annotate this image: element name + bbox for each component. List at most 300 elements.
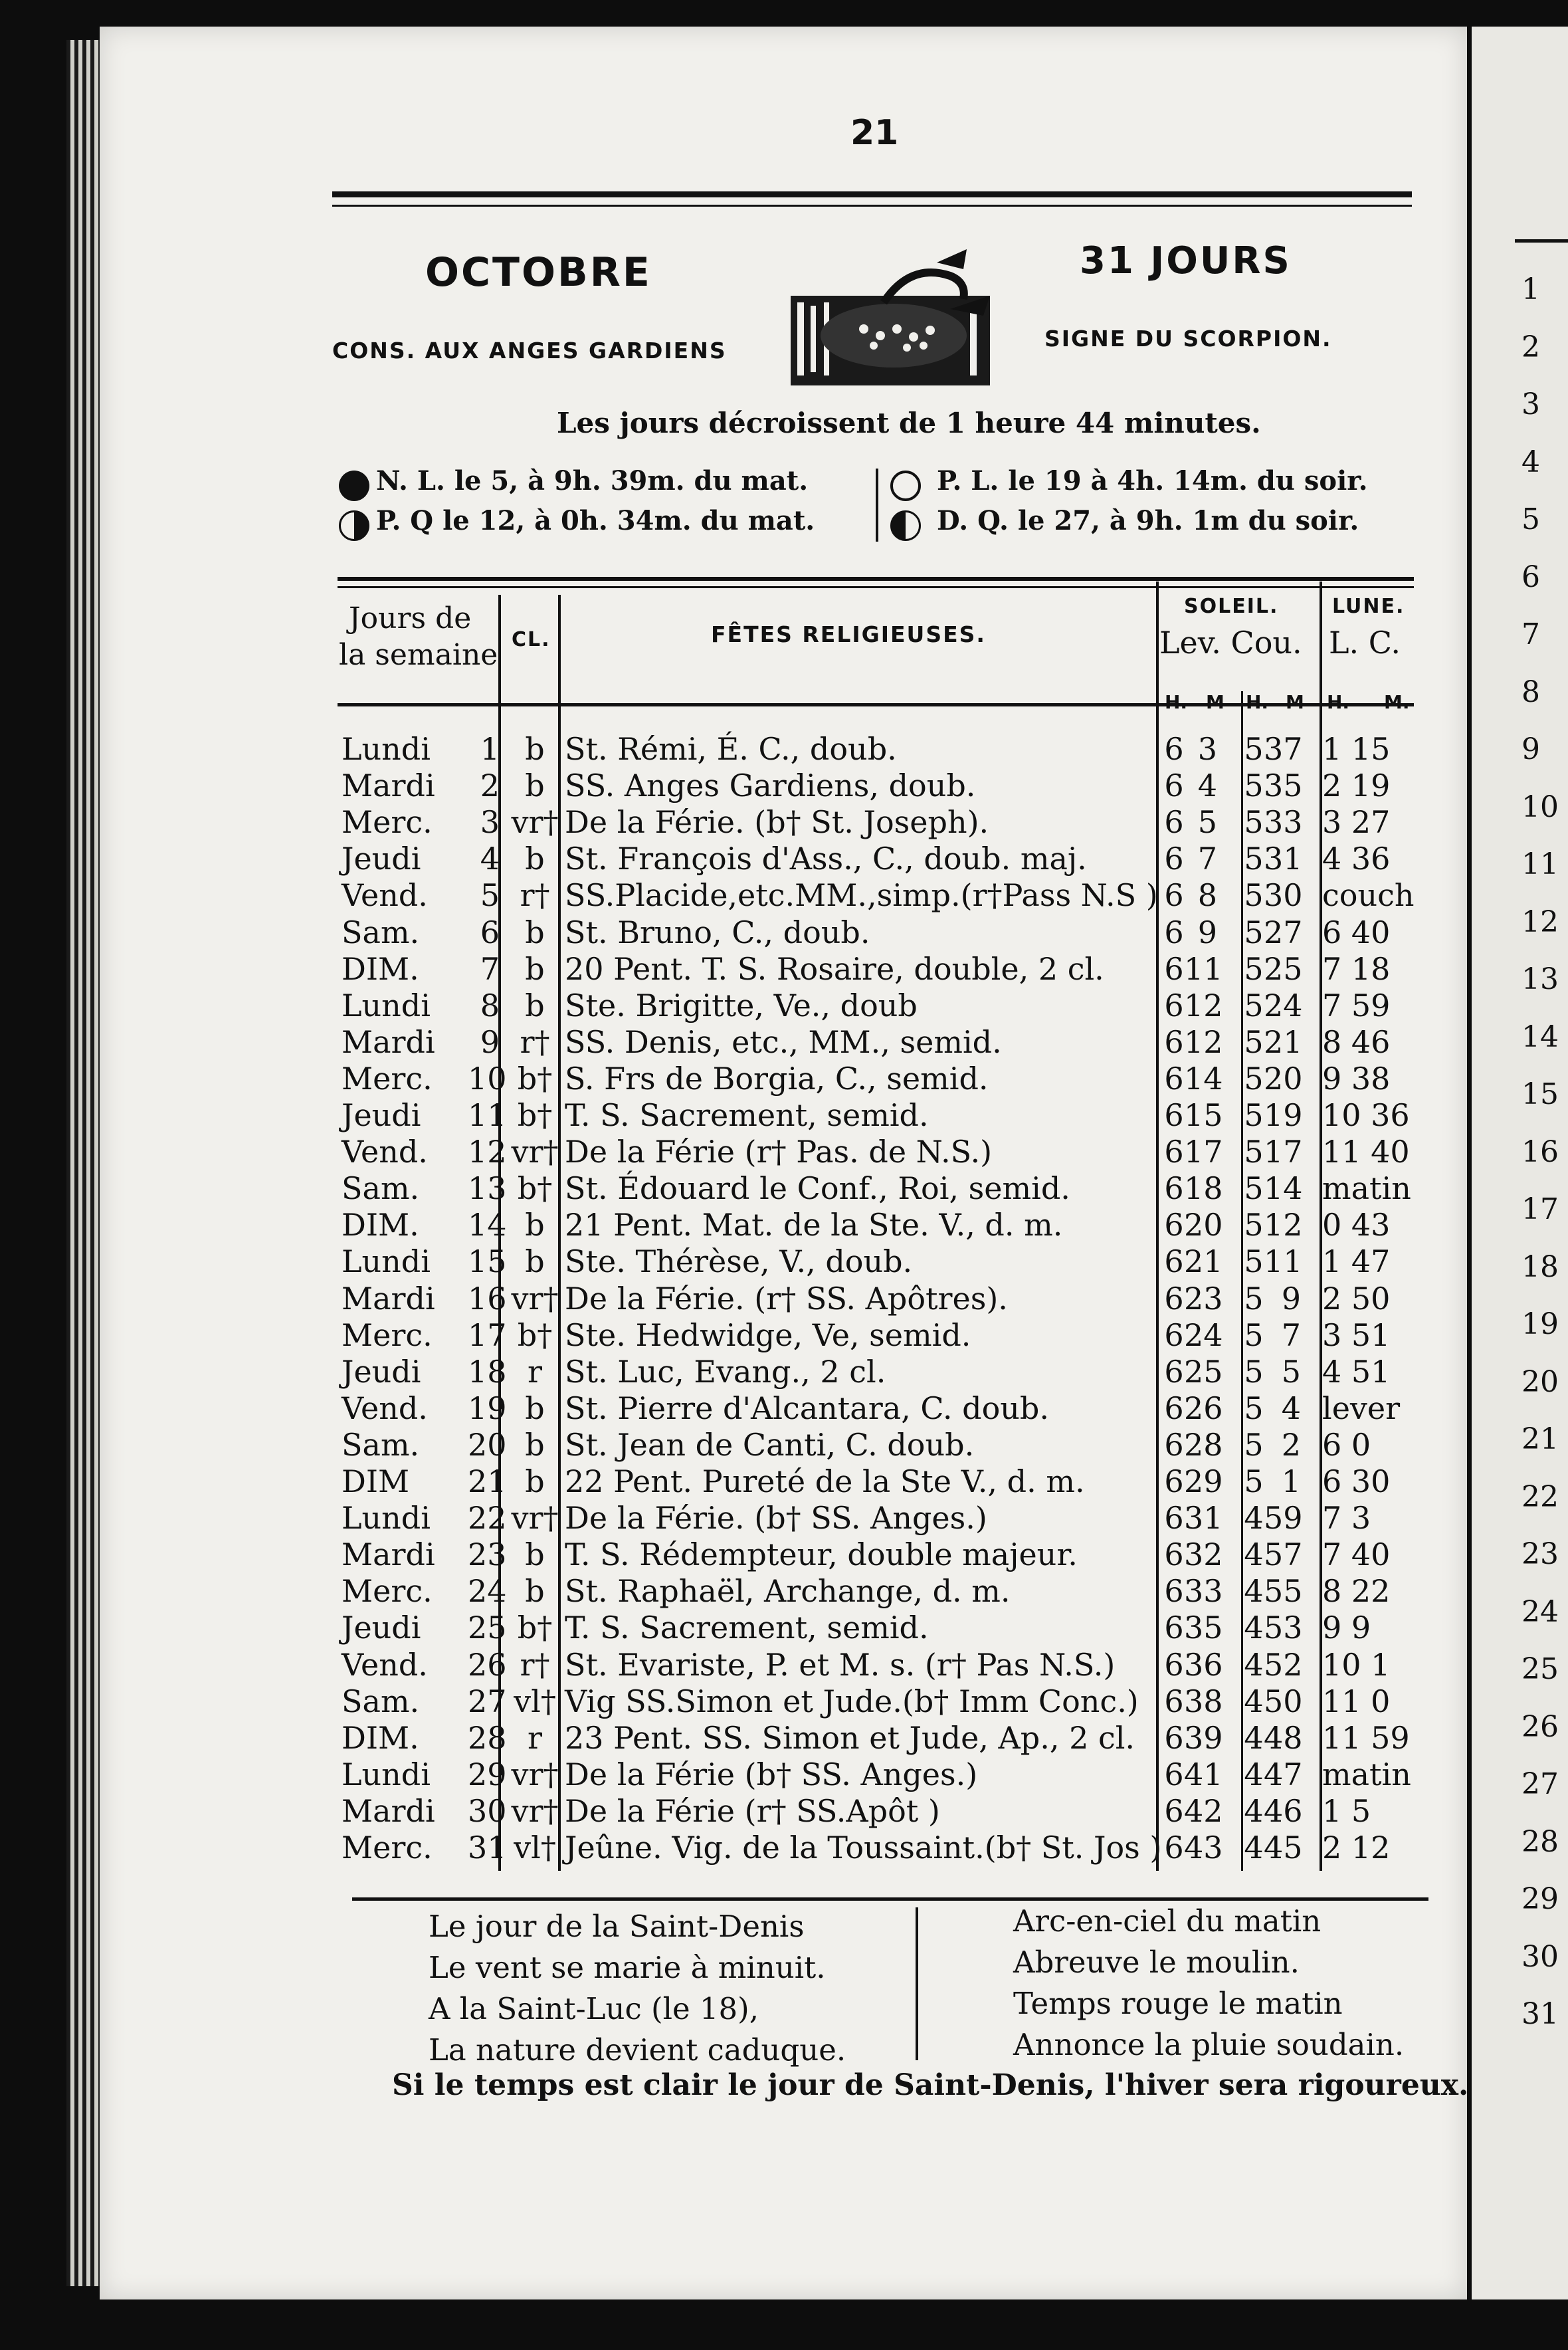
feast-name: St. Jean de Canti, C. doub. bbox=[565, 1426, 975, 1463]
weekday: Vend. bbox=[342, 1646, 428, 1683]
sunset-hour: 5 bbox=[1244, 841, 1264, 877]
liturgical-class: b bbox=[525, 1243, 545, 1280]
weekday: DIM. bbox=[342, 1719, 419, 1756]
table-row bbox=[0, 1097, 1462, 1134]
next-page-day-number: 29 bbox=[1521, 1882, 1559, 1916]
hm-labels: H. M H. M H. M. bbox=[1165, 691, 1410, 713]
sunrise-hour: 6 bbox=[1164, 1426, 1184, 1463]
moon-nl: N. L. le 5, à 9h. 39m. du mat. bbox=[376, 465, 809, 496]
feast-name: 21 Pent. Mat. de la Ste. V., d. m. bbox=[565, 1207, 1063, 1243]
sunrise-minute: 35 bbox=[1184, 1610, 1223, 1646]
table-top-rule-thin bbox=[338, 586, 1414, 588]
sunrise-minute: 15 bbox=[1184, 1097, 1223, 1133]
weekday: Merc. bbox=[342, 1830, 433, 1866]
sunrise-hour: 6 bbox=[1164, 1134, 1184, 1170]
liturgical-class: b bbox=[525, 1426, 545, 1463]
header-jours-2: la semaine bbox=[339, 638, 498, 672]
sunset-minute: 27 bbox=[1264, 914, 1303, 950]
feast-name: SS.Placide,etc.MM.,simp.(r†Pass N.S ) bbox=[565, 877, 1158, 914]
sunset-hour: 4 bbox=[1244, 1830, 1264, 1866]
feast-name: Jeûne. Vig. de la Toussaint.(b† St. Jos ) bbox=[565, 1830, 1162, 1866]
next-page-day-number: 7 bbox=[1521, 617, 1540, 651]
moon-divider bbox=[876, 469, 878, 542]
next-page-day-number: 13 bbox=[1521, 962, 1559, 996]
liturgical-class: b bbox=[525, 987, 545, 1023]
top-rule-thin bbox=[332, 205, 1412, 207]
sunset-hour: 5 bbox=[1244, 1353, 1264, 1390]
day-number: 24 bbox=[468, 1573, 507, 1610]
weekday: DIM. bbox=[342, 950, 419, 987]
day-number: 11 bbox=[468, 1097, 507, 1133]
liturgical-class: b bbox=[525, 1573, 545, 1610]
sunset-hour: 5 bbox=[1244, 1134, 1264, 1170]
sunrise-minute: 39 bbox=[1184, 1719, 1223, 1756]
sunset-minute: 25 bbox=[1264, 950, 1303, 987]
moon-time: 10 1 bbox=[1322, 1646, 1391, 1683]
table-row bbox=[0, 1390, 1462, 1427]
sunset-minute: 24 bbox=[1264, 987, 1303, 1023]
header-lune: LUNE. bbox=[1332, 595, 1405, 618]
moon-pl: P. L. le 19 à 4h. 14m. du soir. bbox=[937, 465, 1368, 496]
moon-time: 7 40 bbox=[1322, 1537, 1391, 1573]
weekday: Vend. bbox=[342, 877, 428, 914]
day-number: 5 bbox=[480, 877, 500, 914]
feast-name: Ste. Thérèse, V., doub. bbox=[565, 1243, 913, 1280]
sunset-minute: 33 bbox=[1264, 804, 1303, 841]
sunset-hour: 5 bbox=[1244, 1207, 1264, 1243]
moon-time: 2 19 bbox=[1322, 768, 1391, 804]
sunrise-hour: 6 bbox=[1164, 1792, 1184, 1829]
sunset-minute: 53 bbox=[1264, 1610, 1303, 1646]
moon-time: 10 36 bbox=[1322, 1097, 1410, 1133]
moon-time: 4 36 bbox=[1322, 841, 1391, 877]
table-row bbox=[0, 1354, 1462, 1390]
moon-dq: D. Q. le 27, à 9h. 1m du soir. bbox=[937, 505, 1359, 536]
proverb-left-line: La nature devient caduque. bbox=[429, 2032, 846, 2068]
sunrise-hour: 6 bbox=[1164, 1390, 1184, 1426]
weekday: Mardi bbox=[342, 1023, 435, 1060]
table-row bbox=[0, 1281, 1462, 1317]
moon-time: 11 59 bbox=[1322, 1719, 1410, 1756]
sunset-hour: 4 bbox=[1244, 1646, 1264, 1683]
weekday: Sam. bbox=[342, 1426, 420, 1463]
feast-name: St. Pierre d'Alcantara, C. doub. bbox=[565, 1390, 1049, 1426]
day-number: 31 bbox=[468, 1830, 507, 1866]
sunrise-hour: 6 bbox=[1164, 1830, 1184, 1866]
sunrise-minute: 31 bbox=[1184, 1500, 1223, 1537]
sunrise-hour: 6 bbox=[1164, 1317, 1184, 1353]
day-number: 10 bbox=[468, 1060, 507, 1097]
day-number: 27 bbox=[468, 1683, 507, 1719]
sunset-minute: 57 bbox=[1264, 1537, 1303, 1573]
days-count: 31 JOURS bbox=[1080, 239, 1292, 282]
day-number: 19 bbox=[468, 1390, 507, 1426]
proverb-divider bbox=[916, 1907, 918, 2060]
day-number: 12 bbox=[468, 1134, 507, 1170]
feast-name: 22 Pent. Pureté de la Ste V., d. m. bbox=[565, 1463, 1085, 1499]
sunset-minute: 59 bbox=[1264, 1500, 1303, 1537]
next-page-day-number: 28 bbox=[1521, 1824, 1559, 1859]
day-number: 2 bbox=[480, 768, 500, 804]
liturgical-class: b bbox=[525, 1207, 545, 1243]
sunset-minute: 9 bbox=[1281, 1280, 1301, 1317]
sunset-minute: 52 bbox=[1264, 1646, 1303, 1683]
sunrise-minute: 26 bbox=[1184, 1390, 1223, 1426]
consecration: CONS. AUX ANGES GARDIENS bbox=[332, 338, 727, 364]
table-row bbox=[0, 914, 1462, 951]
next-page-day-number: 26 bbox=[1521, 1709, 1559, 1744]
sunrise-minute: 14 bbox=[1184, 1060, 1223, 1097]
last-quarter-icon bbox=[890, 510, 921, 541]
next-page-day-number: 10 bbox=[1521, 790, 1559, 824]
liturgical-class: b bbox=[525, 731, 545, 767]
proverb-right-line: Arc-en-ciel du matin bbox=[1013, 1903, 1322, 1939]
weekday: Mardi bbox=[342, 1280, 435, 1317]
day-number: 25 bbox=[468, 1610, 507, 1646]
weekday: Vend. bbox=[342, 1134, 428, 1170]
next-page-rule bbox=[1515, 239, 1568, 243]
day-number: 20 bbox=[468, 1426, 507, 1463]
liturgical-class: vr† bbox=[511, 1756, 559, 1792]
feast-name: De la Férie (r† Pas. de N.S.) bbox=[565, 1134, 993, 1170]
sunset-hour: 5 bbox=[1244, 1463, 1264, 1499]
table-row bbox=[0, 1720, 1462, 1757]
liturgical-class: b bbox=[525, 1537, 545, 1573]
moon-time: 9 9 bbox=[1322, 1610, 1371, 1646]
day-number: 28 bbox=[468, 1719, 507, 1756]
header-soleil-sub: Lev. Cou. bbox=[1159, 625, 1302, 661]
sunset-hour: 5 bbox=[1244, 1280, 1264, 1317]
moon-time: 7 59 bbox=[1322, 987, 1391, 1023]
day-number: 18 bbox=[468, 1353, 507, 1390]
day-number: 13 bbox=[468, 1170, 507, 1207]
liturgical-class: r† bbox=[520, 1646, 550, 1683]
sunrise-hour: 6 bbox=[1164, 877, 1184, 914]
sunset-minute: 4 bbox=[1281, 1390, 1301, 1426]
moon-time: matin bbox=[1322, 1756, 1411, 1792]
weekday: Jeudi bbox=[342, 1353, 421, 1390]
next-page-day-number: 22 bbox=[1521, 1479, 1559, 1514]
liturgical-class: r† bbox=[520, 1023, 550, 1060]
sunrise-hour: 6 bbox=[1164, 1097, 1184, 1133]
moon-time: matin bbox=[1322, 1170, 1411, 1207]
moon-time: 6 40 bbox=[1322, 914, 1391, 950]
liturgical-class: b bbox=[525, 914, 545, 950]
sunset-minute: 46 bbox=[1264, 1792, 1303, 1829]
feast-name: T. S. Sacrement, semid. bbox=[565, 1610, 929, 1646]
table-row bbox=[0, 1757, 1462, 1793]
table-row bbox=[0, 1537, 1462, 1573]
table-row bbox=[0, 768, 1462, 804]
weekday: Lundi bbox=[342, 1243, 431, 1280]
proverb-left-line: Le vent se marie à minuit. bbox=[429, 1950, 826, 1985]
sunrise-minute: 21 bbox=[1184, 1243, 1223, 1280]
sunset-hour: 5 bbox=[1244, 1317, 1264, 1353]
day-number: 4 bbox=[480, 841, 500, 877]
sunset-hour: 5 bbox=[1244, 731, 1264, 767]
table-row bbox=[0, 1500, 1462, 1537]
sunrise-hour: 6 bbox=[1164, 914, 1184, 950]
sunset-hour: 5 bbox=[1244, 1170, 1264, 1207]
scorpion-icon bbox=[784, 236, 1003, 389]
sunrise-hour: 6 bbox=[1164, 1463, 1184, 1499]
header-jours-1: Jours de bbox=[349, 601, 472, 635]
feast-name: SS. Denis, etc., MM., semid. bbox=[565, 1023, 1002, 1060]
sunset-minute: 7 bbox=[1281, 1317, 1301, 1353]
moon-phases bbox=[339, 465, 1415, 552]
sunrise-minute: 11 bbox=[1184, 950, 1223, 987]
sunrise-minute: 41 bbox=[1184, 1756, 1223, 1792]
moon-time: 3 51 bbox=[1322, 1317, 1391, 1353]
next-page-day-number: 21 bbox=[1521, 1422, 1559, 1456]
proverb-left-line: A la Saint-Luc (le 18), bbox=[429, 1991, 759, 2026]
sunrise-minute: 24 bbox=[1184, 1317, 1223, 1353]
moon-time: couch bbox=[1322, 877, 1415, 914]
sunrise-hour: 6 bbox=[1164, 987, 1184, 1023]
sunset-minute: 11 bbox=[1264, 1243, 1303, 1280]
sunrise-minute: 23 bbox=[1184, 1280, 1223, 1317]
sunrise-hour: 6 bbox=[1164, 1023, 1184, 1060]
feast-name: St. Raphaël, Archange, d. m. bbox=[565, 1573, 1011, 1610]
proverb-right-line: Annonce la pluie soudain. bbox=[1013, 2027, 1405, 2062]
liturgical-class: b bbox=[525, 1390, 545, 1426]
table-row bbox=[0, 1573, 1462, 1610]
next-page-day-number: 30 bbox=[1521, 1939, 1559, 1974]
next-page-day-number: 19 bbox=[1521, 1307, 1559, 1341]
sunset-hour: 4 bbox=[1244, 1500, 1264, 1537]
first-quarter-icon bbox=[339, 510, 369, 541]
table-row bbox=[0, 1024, 1462, 1061]
sunset-hour: 5 bbox=[1244, 914, 1264, 950]
feast-name: St. Bruno, C., doub. bbox=[565, 914, 870, 950]
sunset-hour: 4 bbox=[1244, 1756, 1264, 1792]
liturgical-class: vr† bbox=[511, 1500, 559, 1537]
sunrise-minute: 28 bbox=[1184, 1426, 1223, 1463]
feast-name: Vig SS.Simon et Jude.(b† Imm Conc.) bbox=[565, 1683, 1139, 1719]
sunrise-minute: 20 bbox=[1184, 1207, 1223, 1243]
weekday: Merc. bbox=[342, 804, 433, 841]
proverb-left bbox=[429, 1906, 846, 2071]
sunrise-hour: 6 bbox=[1164, 768, 1184, 804]
moon-time: 0 43 bbox=[1322, 1207, 1391, 1243]
sunset-hour: 5 bbox=[1244, 768, 1264, 804]
weekday: Vend. bbox=[342, 1390, 428, 1426]
liturgical-class: b bbox=[525, 1463, 545, 1499]
weekday: Merc. bbox=[342, 1573, 433, 1610]
feast-name: S. Frs de Borgia, C., semid. bbox=[565, 1060, 989, 1097]
weekday: Mardi bbox=[342, 768, 435, 804]
feast-name: SS. Anges Gardiens, doub. bbox=[565, 768, 976, 804]
sunrise-hour: 6 bbox=[1164, 1573, 1184, 1610]
liturgical-class: b† bbox=[517, 1610, 553, 1646]
next-page-day-number: 20 bbox=[1521, 1364, 1559, 1399]
sunset-hour: 4 bbox=[1244, 1573, 1264, 1610]
table-row bbox=[0, 804, 1462, 841]
proverb-right-line: Abreuve le moulin. bbox=[1013, 1945, 1300, 1980]
feast-name: T. S. Rédempteur, double majeur. bbox=[565, 1537, 1078, 1573]
day-number: 9 bbox=[480, 1023, 500, 1060]
moon-time: lever bbox=[1322, 1390, 1401, 1426]
sunset-minute: 17 bbox=[1264, 1134, 1303, 1170]
sunrise-minute: 29 bbox=[1184, 1463, 1223, 1499]
liturgical-class: vr† bbox=[511, 1792, 559, 1829]
day-number: 7 bbox=[480, 950, 500, 987]
full-moon-icon bbox=[890, 471, 921, 501]
sunset-hour: 5 bbox=[1244, 1390, 1264, 1426]
next-page-day-number: 17 bbox=[1521, 1192, 1559, 1226]
day-number: 17 bbox=[468, 1317, 507, 1353]
sunrise-hour: 6 bbox=[1164, 804, 1184, 841]
feast-name: De la Férie. (b† SS. Anges.) bbox=[565, 1500, 987, 1537]
table-row bbox=[0, 1207, 1462, 1243]
moon-time: 1 5 bbox=[1322, 1792, 1371, 1829]
weekday: Lundi bbox=[342, 1500, 431, 1537]
moon-time: 3 27 bbox=[1322, 804, 1391, 841]
feast-name: 20 Pent. T. S. Rosaire, double, 2 cl. bbox=[565, 950, 1104, 987]
sunset-hour: 4 bbox=[1244, 1683, 1264, 1719]
next-page-day-number: 3 bbox=[1521, 387, 1540, 421]
header-cl: CL. bbox=[512, 628, 551, 651]
sunset-minute: 1 bbox=[1281, 1463, 1301, 1499]
header-soleil: SOLEIL. bbox=[1184, 595, 1279, 618]
weekday: Jeudi bbox=[342, 841, 421, 877]
sunset-hour: 5 bbox=[1244, 1097, 1264, 1133]
feast-name: De la Férie (b† SS. Anges.) bbox=[565, 1756, 978, 1792]
weekday: Sam. bbox=[342, 1170, 420, 1207]
sunset-hour: 5 bbox=[1244, 1243, 1264, 1280]
moon-time: 8 22 bbox=[1322, 1573, 1391, 1610]
day-number: 22 bbox=[468, 1500, 507, 1537]
sunrise-hour: 6 bbox=[1164, 1170, 1184, 1207]
sunrise-minute: 8 bbox=[1197, 877, 1217, 914]
day-number: 16 bbox=[468, 1280, 507, 1317]
next-page-day-number: 14 bbox=[1521, 1019, 1559, 1054]
weekday: Jeudi bbox=[342, 1610, 421, 1646]
moon-time: 6 30 bbox=[1322, 1463, 1391, 1499]
liturgical-class: r bbox=[528, 1719, 542, 1756]
sunset-hour: 5 bbox=[1244, 1060, 1264, 1097]
sunset-minute: 31 bbox=[1264, 841, 1303, 877]
feast-name: De la Férie (r† SS.Apôt ) bbox=[565, 1792, 940, 1829]
table-row bbox=[0, 1610, 1462, 1646]
next-page-day-number: 2 bbox=[1521, 330, 1540, 364]
day-number: 29 bbox=[468, 1756, 507, 1792]
weekday: Sam. bbox=[342, 1683, 420, 1719]
sunrise-minute: 3 bbox=[1197, 731, 1217, 767]
sunrise-hour: 6 bbox=[1164, 1500, 1184, 1537]
moon-time: 7 18 bbox=[1322, 950, 1391, 987]
sunrise-minute: 18 bbox=[1184, 1170, 1223, 1207]
proverb-right bbox=[1013, 1901, 1404, 2066]
moon-time: 1 47 bbox=[1322, 1243, 1391, 1280]
sunrise-minute: 5 bbox=[1197, 804, 1217, 841]
day-number: 6 bbox=[480, 914, 500, 950]
feast-name: St. Evariste, P. et M. s. (r† Pas N.S.) bbox=[565, 1646, 1116, 1683]
table-row bbox=[0, 1170, 1462, 1207]
day-number: 1 bbox=[480, 731, 500, 767]
table-row bbox=[0, 1830, 1462, 1866]
feast-name: St. Rémi, É. C., doub. bbox=[565, 731, 897, 767]
sunrise-minute: 7 bbox=[1197, 841, 1217, 877]
feast-name: T. S. Sacrement, semid. bbox=[565, 1097, 929, 1133]
liturgical-class: b† bbox=[517, 1060, 553, 1097]
sunrise-hour: 6 bbox=[1164, 841, 1184, 877]
weekday: Lundi bbox=[342, 731, 431, 767]
liturgical-class: r† bbox=[520, 877, 550, 914]
moon-time: 8 46 bbox=[1322, 1023, 1391, 1060]
sunset-minute: 48 bbox=[1264, 1719, 1303, 1756]
sunset-hour: 5 bbox=[1244, 1023, 1264, 1060]
next-page-day-number: 15 bbox=[1521, 1077, 1559, 1111]
sunrise-minute: 38 bbox=[1184, 1683, 1223, 1719]
moon-time: 4 51 bbox=[1322, 1353, 1391, 1390]
sunrise-minute: 43 bbox=[1184, 1830, 1223, 1866]
feast-name: St. Luc, Evang., 2 cl. bbox=[565, 1353, 886, 1390]
feast-name: St. François d'Ass., C., doub. maj. bbox=[565, 841, 1087, 877]
feast-name: Ste. Hedwidge, Ve, semid. bbox=[565, 1317, 971, 1353]
liturgical-class: vr† bbox=[511, 1280, 559, 1317]
feast-name: De la Férie. (b† St. Joseph). bbox=[565, 804, 989, 841]
table-row bbox=[0, 1427, 1462, 1463]
next-page-day-number: 24 bbox=[1521, 1594, 1559, 1629]
table-row bbox=[0, 1317, 1462, 1354]
feast-name: 23 Pent. SS. Simon et Jude, Ap., 2 cl. bbox=[565, 1719, 1135, 1756]
table-row bbox=[0, 1793, 1462, 1830]
day-number: 26 bbox=[468, 1646, 507, 1683]
moon-pq: P. Q le 12, à 0h. 34m. du mat. bbox=[376, 505, 815, 536]
sunset-minute: 37 bbox=[1264, 731, 1303, 767]
weekday: Sam. bbox=[342, 914, 420, 950]
weekday: DIM bbox=[342, 1463, 410, 1499]
table-row bbox=[0, 1463, 1462, 1500]
sunrise-minute: 25 bbox=[1184, 1353, 1223, 1390]
next-page-day-number: 12 bbox=[1521, 905, 1559, 939]
moon-time: 11 40 bbox=[1322, 1134, 1410, 1170]
weekday: Merc. bbox=[342, 1060, 433, 1097]
table-row bbox=[0, 1134, 1462, 1170]
table-row bbox=[0, 841, 1462, 877]
next-page-day-number: 16 bbox=[1521, 1134, 1559, 1169]
table-top-rule bbox=[338, 577, 1414, 581]
sunrise-minute: 4 bbox=[1197, 768, 1217, 804]
next-page-day-number: 31 bbox=[1521, 1997, 1559, 2031]
sunrise-minute: 36 bbox=[1184, 1646, 1223, 1683]
sunset-hour: 4 bbox=[1244, 1719, 1264, 1756]
sunrise-hour: 6 bbox=[1164, 1646, 1184, 1683]
next-page-day-number: 18 bbox=[1521, 1249, 1559, 1284]
sunrise-hour: 6 bbox=[1164, 1610, 1184, 1646]
next-page-day-number: 9 bbox=[1521, 732, 1540, 766]
table-row bbox=[0, 1683, 1462, 1720]
weekday: Merc. bbox=[342, 1317, 433, 1353]
liturgical-class: b bbox=[525, 768, 545, 804]
header-lune-sub: L. C. bbox=[1329, 625, 1401, 661]
sunrise-hour: 6 bbox=[1164, 1353, 1184, 1390]
liturgical-class: b† bbox=[517, 1317, 553, 1353]
liturgical-class: b† bbox=[517, 1097, 553, 1133]
daylight-info: Les jours décroissent de 1 heure 44 minutes. bbox=[557, 407, 1261, 439]
sunrise-minute: 12 bbox=[1184, 987, 1223, 1023]
sunset-minute: 14 bbox=[1264, 1170, 1303, 1207]
sunset-hour: 5 bbox=[1244, 950, 1264, 987]
table-row bbox=[0, 731, 1462, 768]
next-page-day-number: 1 bbox=[1521, 272, 1540, 306]
sunset-minute: 50 bbox=[1264, 1683, 1303, 1719]
moon-time: 9 38 bbox=[1322, 1060, 1391, 1097]
next-page-day-number: 11 bbox=[1521, 847, 1559, 881]
sunset-minute: 19 bbox=[1264, 1097, 1303, 1133]
weekday: Mardi bbox=[342, 1792, 435, 1829]
